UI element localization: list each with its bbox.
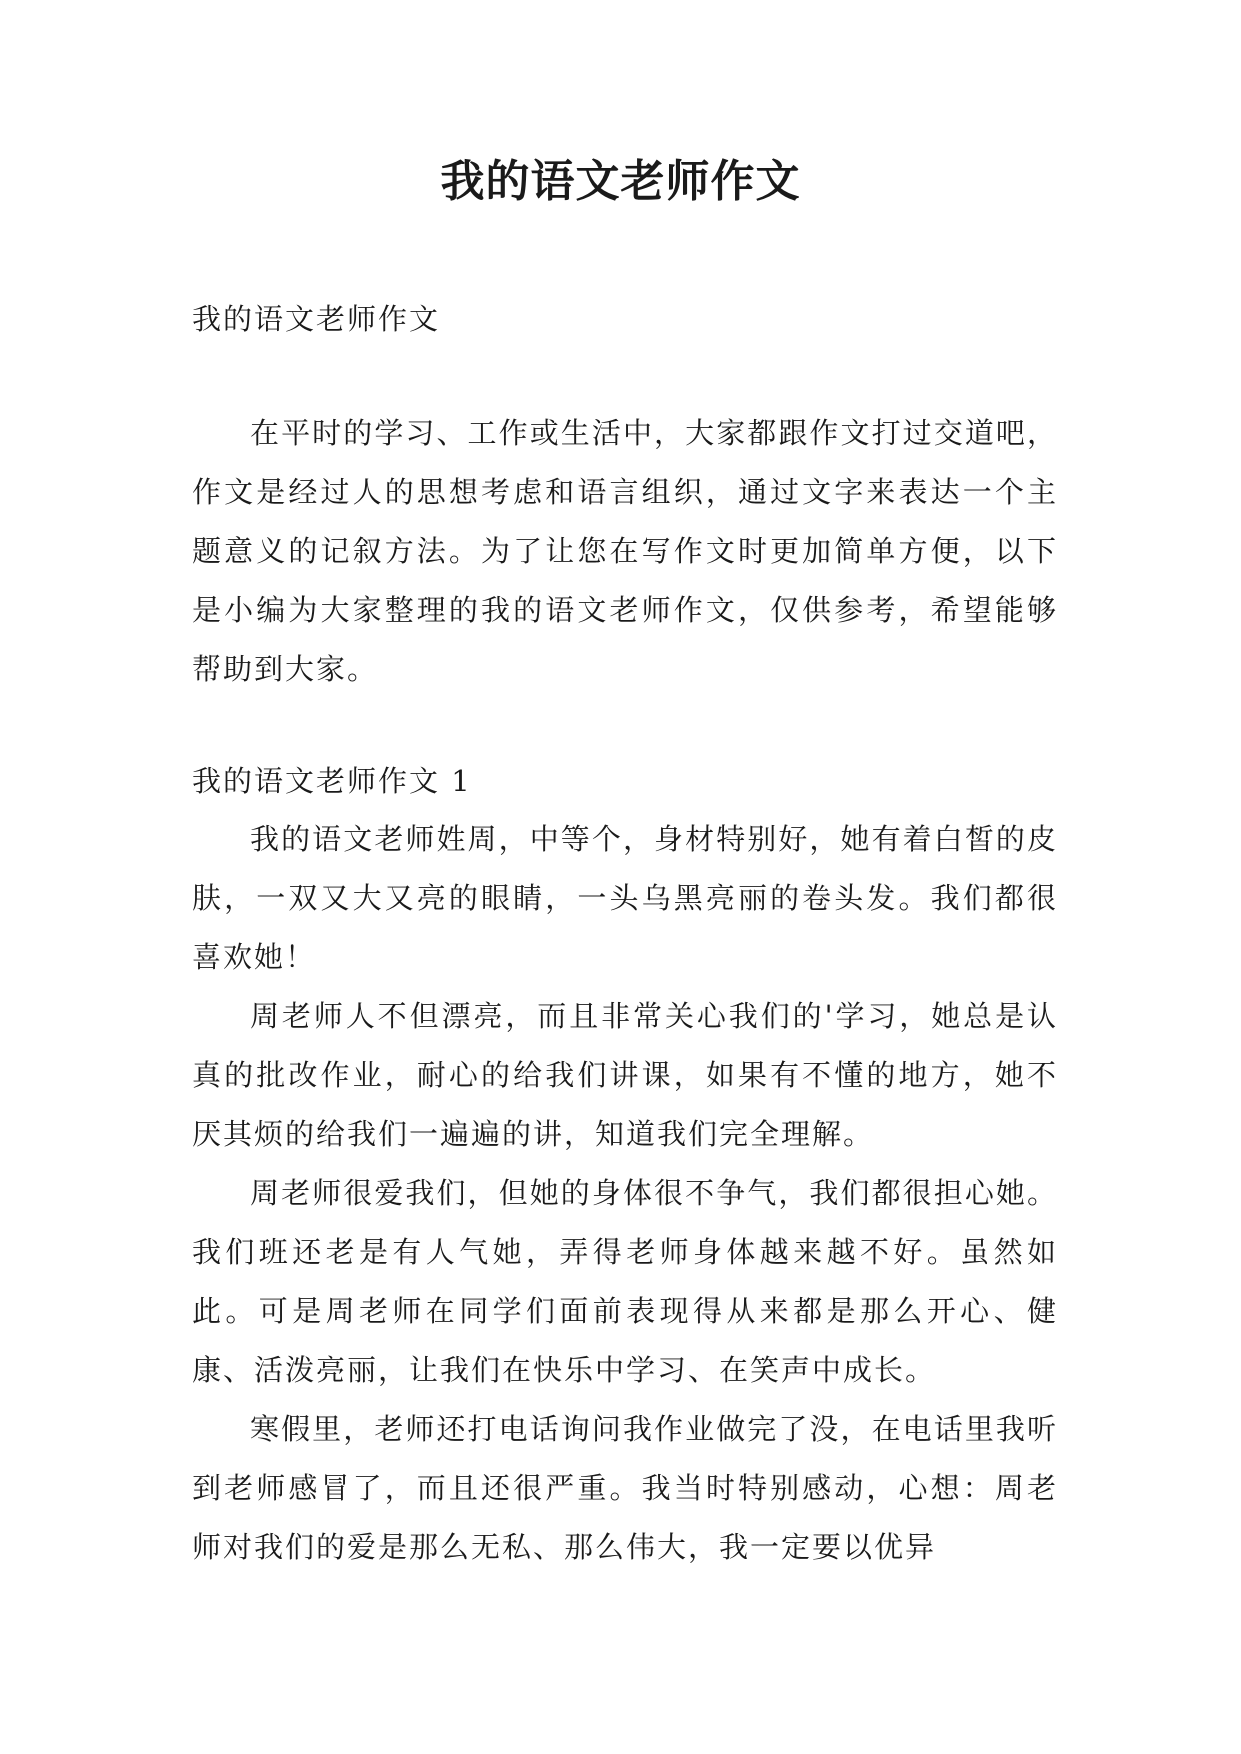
paragraph-4: 寒假里，老师还打电话询问我作业做完了没，在电话里我听到老师感冒了，而且还很严重。我当时特别感动，心想：周老师对我们的爱是那么无私、那么伟大，我一定要以优异	[192, 1412, 1058, 1564]
paragraph-2: 周老师人不但漂亮，而且非常关心我们的'学习，她总是认真的批改作业，耐心的给我们讲课，如果有不懂的地方，她不厌其烦的给我们一遍遍的讲，知道我们完全理解。	[192, 999, 1058, 1151]
paragraph-1: 我的语文老师姓周，中等个，身材特别好，她有着白皙的皮肤，一双又大又亮的眼睛，一头乌黑亮丽的卷头发。我们都很喜欢她！	[192, 822, 1058, 974]
intro-paragraph: 在平时的学习、工作或生活中，大家都跟作文打过交道吧，作文是经过人的思想考虑和语言组织，通过文字来表达一个主题意义的记叙方法。为了让您在写作文时更加简单方便，以下是小编为大家整理的我的语文老师作文，仅供参考，希望能够帮助到大家。	[192, 416, 1058, 686]
page-title: 我的语文老师作文	[440, 156, 801, 207]
section-heading: 我的语文老师作文 1	[192, 764, 472, 798]
paragraph-3: 周老师很爱我们，但她的身体很不争气，我们都很担心她。我们班还老是有人气她，弄得老师身体越来越不好。虽然如此。可是周老师在同学们面前表现得从来都是那么开心、健康、活泼亮丽，让我们在快乐中学习、在笑声中成长。	[192, 1176, 1058, 1387]
section-body	[192, 810, 1058, 1577]
document-subtitle: 我的语文老师作文	[192, 302, 441, 336]
